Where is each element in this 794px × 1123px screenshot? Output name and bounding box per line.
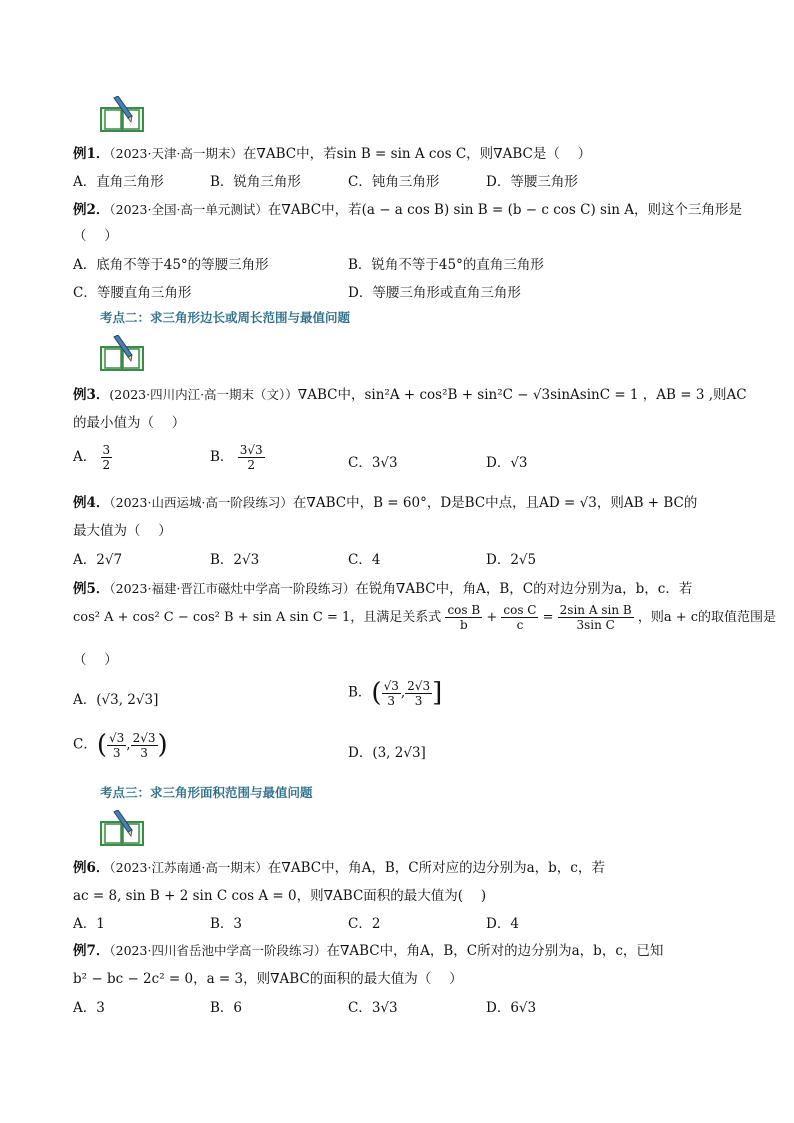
question-5: 例5．（2023·福建·晋江市磁灶中学高一阶段练习）在锐角∇ABC中，角A，B，C的对边分别为a，b，c．若 <box>73 581 693 597</box>
q7-option-b: B．6 <box>210 1000 243 1016</box>
question-2: 例2．（2023·全国·高一单元测试）在∇ABC中，若(a − a cos B) sin B = (b − c cos C) sin A，则这个三角形是 <box>73 202 743 218</box>
q5-blank: （ ） <box>73 652 118 668</box>
fraction: $\frac{3√3}{2}$ <box>239 443 263 472</box>
q2-option-a: A．底角不等于45°的等腰三角形 <box>73 257 269 273</box>
question-6: 例6．（2023·江苏南通·高一期末）在∇ABC中，角A，B，C所对应的边分别为a，b，c，若 <box>73 860 605 876</box>
q5-option-b: B．( $\frac{√3}{3}$ , $\frac{2√3}{3}$ ] <box>348 678 443 708</box>
question-1: 例1．（2023·天津·高一期末）在∇ABC中，若sin B = sin A cos C，则∇ABC是（ ） <box>73 146 592 162</box>
q7-option-d: D．6√3 <box>486 1000 537 1016</box>
q4-option-a: A．2√7 <box>73 552 123 568</box>
q3-text-line2: 的最小值为（ ） <box>73 415 186 431</box>
fraction: $\frac{3}{2}$ <box>102 443 111 472</box>
fraction: $\frac{\text{cos B}}{b}$ <box>447 603 481 632</box>
q6-option-a: A．1 <box>73 916 105 932</box>
q4-option-c: C．4 <box>348 552 381 568</box>
q3-option-d: D．√3 <box>486 455 528 471</box>
q2-blank: （ ） <box>73 228 118 244</box>
book-pencil-icon <box>100 96 144 132</box>
q3-option-b: B． $\frac{3√3}{2}$ <box>210 443 263 472</box>
q4-text-line2: 最大值为（ ） <box>73 523 172 539</box>
q4-option-d: D．2√5 <box>486 552 537 568</box>
book-pencil-icon <box>100 335 144 371</box>
q6-option-c: C．2 <box>348 916 381 932</box>
q5-option-d: D．(3, 2√3] <box>348 745 426 761</box>
fraction: $\frac{2√3}{3}$ <box>132 730 156 760</box>
q7-option-a: A．3 <box>73 1000 105 1016</box>
book-pencil-icon <box>100 810 144 846</box>
section-heading-3: 考点三：求三角形面积范围与最值问题 <box>100 785 313 800</box>
q4-option-b: B．2√3 <box>210 552 260 568</box>
q2-option-c: C．等腰直角三角形 <box>73 285 192 301</box>
question-7: 例7．（2023·四川省岳池中学高一阶段练习）在∇ABC中，角A，B，C所对的边分别为a，b，c，已知 <box>73 943 664 959</box>
fraction: $\frac{√3}{3}$ <box>109 730 125 760</box>
q6-text-line2: ac = 8, sin B + 2 sin C cos A = 0，则∇ABC面积的最大值为( ) <box>73 888 487 904</box>
q3-option-a: A． $\frac{3}{2}$ <box>73 443 111 472</box>
q5-option-a: A．(√3, 2√3] <box>73 692 159 708</box>
q5-option-c: C．( $\frac{√3}{3}$ , $\frac{2√3}{3}$ ) <box>73 730 168 760</box>
q1-option-c: C．钝角三角形 <box>348 174 440 190</box>
q5-condition: cos² A + cos² C − cos² B + sin A sin C = 1，且满足关系式 $\frac{\text{cos B}}{b}$ + $\frac{\text{cos C}}{c}$ = $\frac{\text{2sin A sin B}}{\text{3sin C}}$ ，则a + c的取值范围是 <box>73 603 777 632</box>
question-3: 例3．(2023·四川内江·高一期末（文））∇ABC中，sin²A + cos²B + sin²C − √3sinAsinC = 1 ，AB = 3 ,则AC <box>73 387 747 403</box>
fraction: $\frac{2√3}{3}$ <box>407 678 431 708</box>
question-4: 例4．（2023·山西运城·高一阶段练习）在∇ABC中，B = 60°，D是BC中点，且AD = √3，则AB + BC的 <box>73 495 698 511</box>
fraction: $\frac{\text{2sin A sin B}}{\text{3sin C}}$ <box>559 603 632 632</box>
q1-option-a: A．直角三角形 <box>73 174 164 190</box>
fraction: $\frac{√3}{3}$ <box>383 678 399 708</box>
fraction: $\frac{\text{cos C}}{c}$ <box>503 603 537 632</box>
section-heading-2: 考点二：求三角形边长或周长范围与最值问题 <box>100 310 351 325</box>
q6-option-d: D．4 <box>486 916 519 932</box>
q1-option-d: D．等腰三角形 <box>486 174 578 190</box>
q1-option-b: B．锐角三角形 <box>210 174 301 190</box>
q2-option-b: B．锐角不等于45°的直角三角形 <box>348 257 544 273</box>
q2-option-d: D．等腰三角形或直角三角形 <box>348 285 521 301</box>
q6-option-b: B．3 <box>210 916 243 932</box>
q7-option-c: C．3√3 <box>348 1000 398 1016</box>
q3-option-c: C．3√3 <box>348 455 398 471</box>
q7-text-line2: b² − bc − 2c² = 0，a = 3，则∇ABC的面积的最大值为（ ） <box>73 971 463 987</box>
